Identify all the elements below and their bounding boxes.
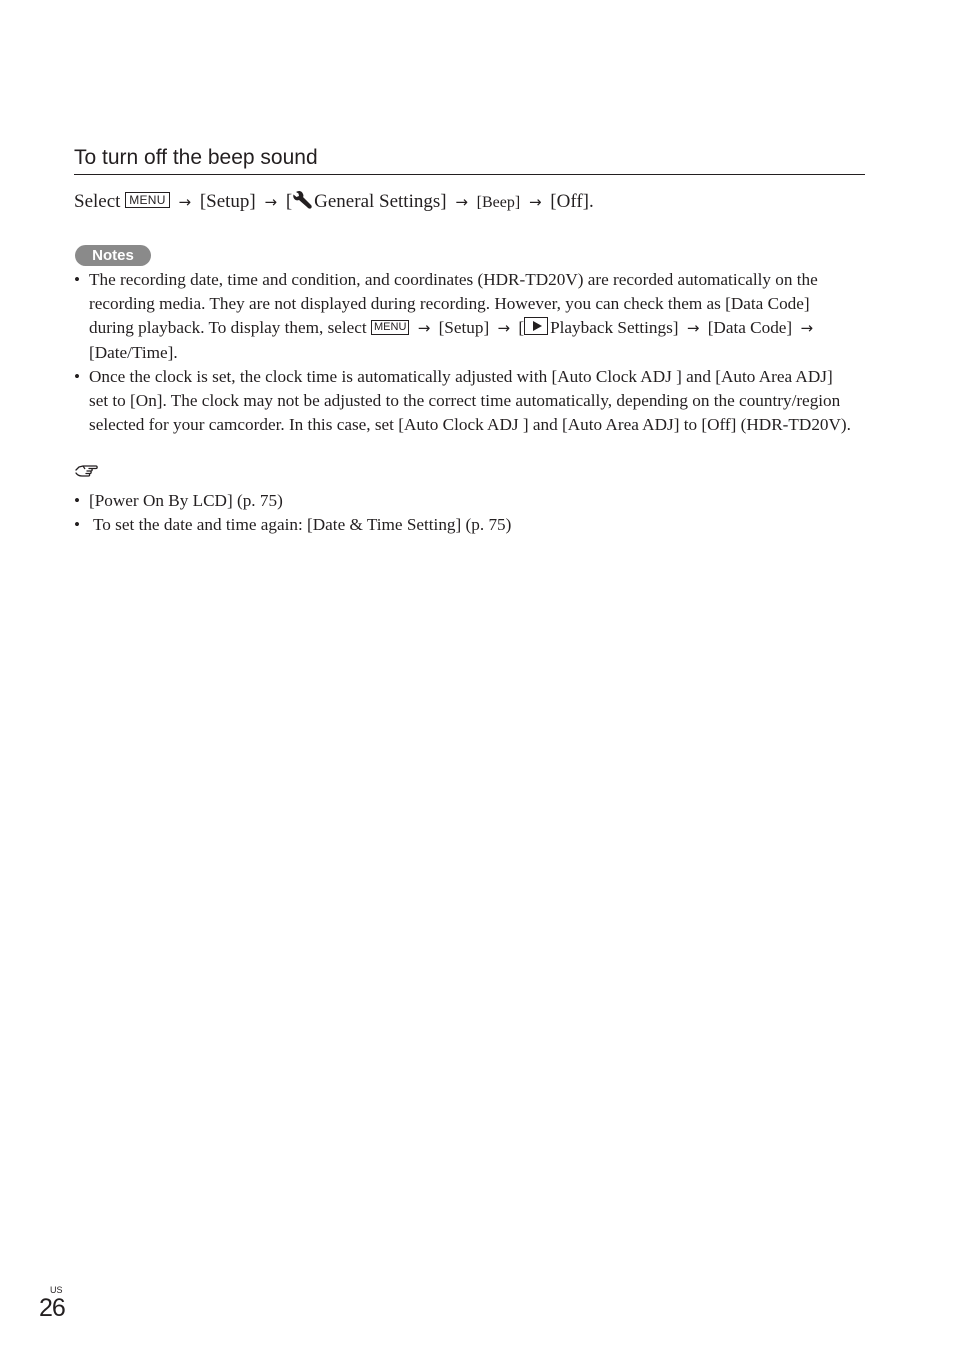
select-label: Select bbox=[74, 191, 121, 212]
reference-text: [Power On By LCD] (p. 75) bbox=[89, 491, 283, 510]
note-item bbox=[74, 268, 854, 365]
page-number: 26 bbox=[39, 1294, 65, 1322]
data-code-label: [Data Code] bbox=[707, 318, 793, 338]
notes-badge: Notes bbox=[75, 245, 151, 266]
general-settings-label: General Settings] bbox=[314, 191, 447, 212]
note-text: Once the clock is set, the clock time is automatically adjusted with [Auto Clock ADJ ] and [Auto Area ADJ] set to [On]. The clock may not be adjusted to the correct time automatically, depending on the country/region selected for your camcorder. In this case, set [Auto Clock ADJ ] and [Auto Area ADJ] to [Off] (HDR-TD20V). bbox=[89, 366, 851, 435]
note-item bbox=[74, 365, 854, 438]
open-bracket: [ bbox=[518, 318, 525, 338]
pointing-hand-icon bbox=[74, 461, 100, 483]
arrow-icon: → bbox=[264, 193, 278, 211]
arrow-icon: → bbox=[800, 319, 814, 338]
reference-text: To set the date and time again: [Date & Time Setting] (p. 75) bbox=[89, 515, 512, 535]
page-region-label: US bbox=[50, 1285, 63, 1295]
menu-key-icon: MENU bbox=[371, 320, 409, 335]
reference-list bbox=[74, 489, 854, 537]
menu-key-icon: MENU bbox=[125, 192, 170, 208]
date-time-label: [Date/Time]. bbox=[89, 342, 178, 362]
off-label: [Off]. bbox=[550, 191, 594, 212]
wrench-icon bbox=[292, 190, 314, 210]
instruction-line bbox=[74, 189, 594, 216]
reference-item bbox=[74, 513, 854, 537]
beep-label: [Beep] bbox=[476, 194, 521, 211]
setup-label: [Setup] bbox=[438, 318, 490, 338]
setup-label: [Setup] bbox=[199, 191, 256, 212]
notes-list bbox=[74, 268, 854, 437]
playback-icon bbox=[524, 317, 548, 335]
open-bracket: [ bbox=[285, 191, 293, 212]
bullet-icon: • bbox=[74, 515, 81, 535]
arrow-icon: → bbox=[528, 193, 542, 211]
playback-settings-label: Playback Settings] bbox=[550, 318, 679, 338]
bullet-icon: • bbox=[74, 366, 81, 386]
reference-item bbox=[74, 489, 854, 513]
arrow-icon: → bbox=[178, 193, 192, 211]
bullet-icon: • bbox=[74, 270, 81, 289]
arrow-icon: → bbox=[686, 319, 700, 338]
note-text: The recording date, time and condition, and coordinates (HDR-TD20V) are recorded automatically on the recording media. They are not displayed during recording. However, you can check them as [Data Code] during playback. To display them, select bbox=[89, 270, 818, 338]
section-heading: To turn off the beep sound bbox=[74, 145, 865, 175]
arrow-icon: → bbox=[417, 319, 431, 338]
arrow-icon: → bbox=[455, 193, 468, 211]
bullet-icon: • bbox=[74, 491, 81, 510]
arrow-icon: → bbox=[497, 319, 511, 338]
